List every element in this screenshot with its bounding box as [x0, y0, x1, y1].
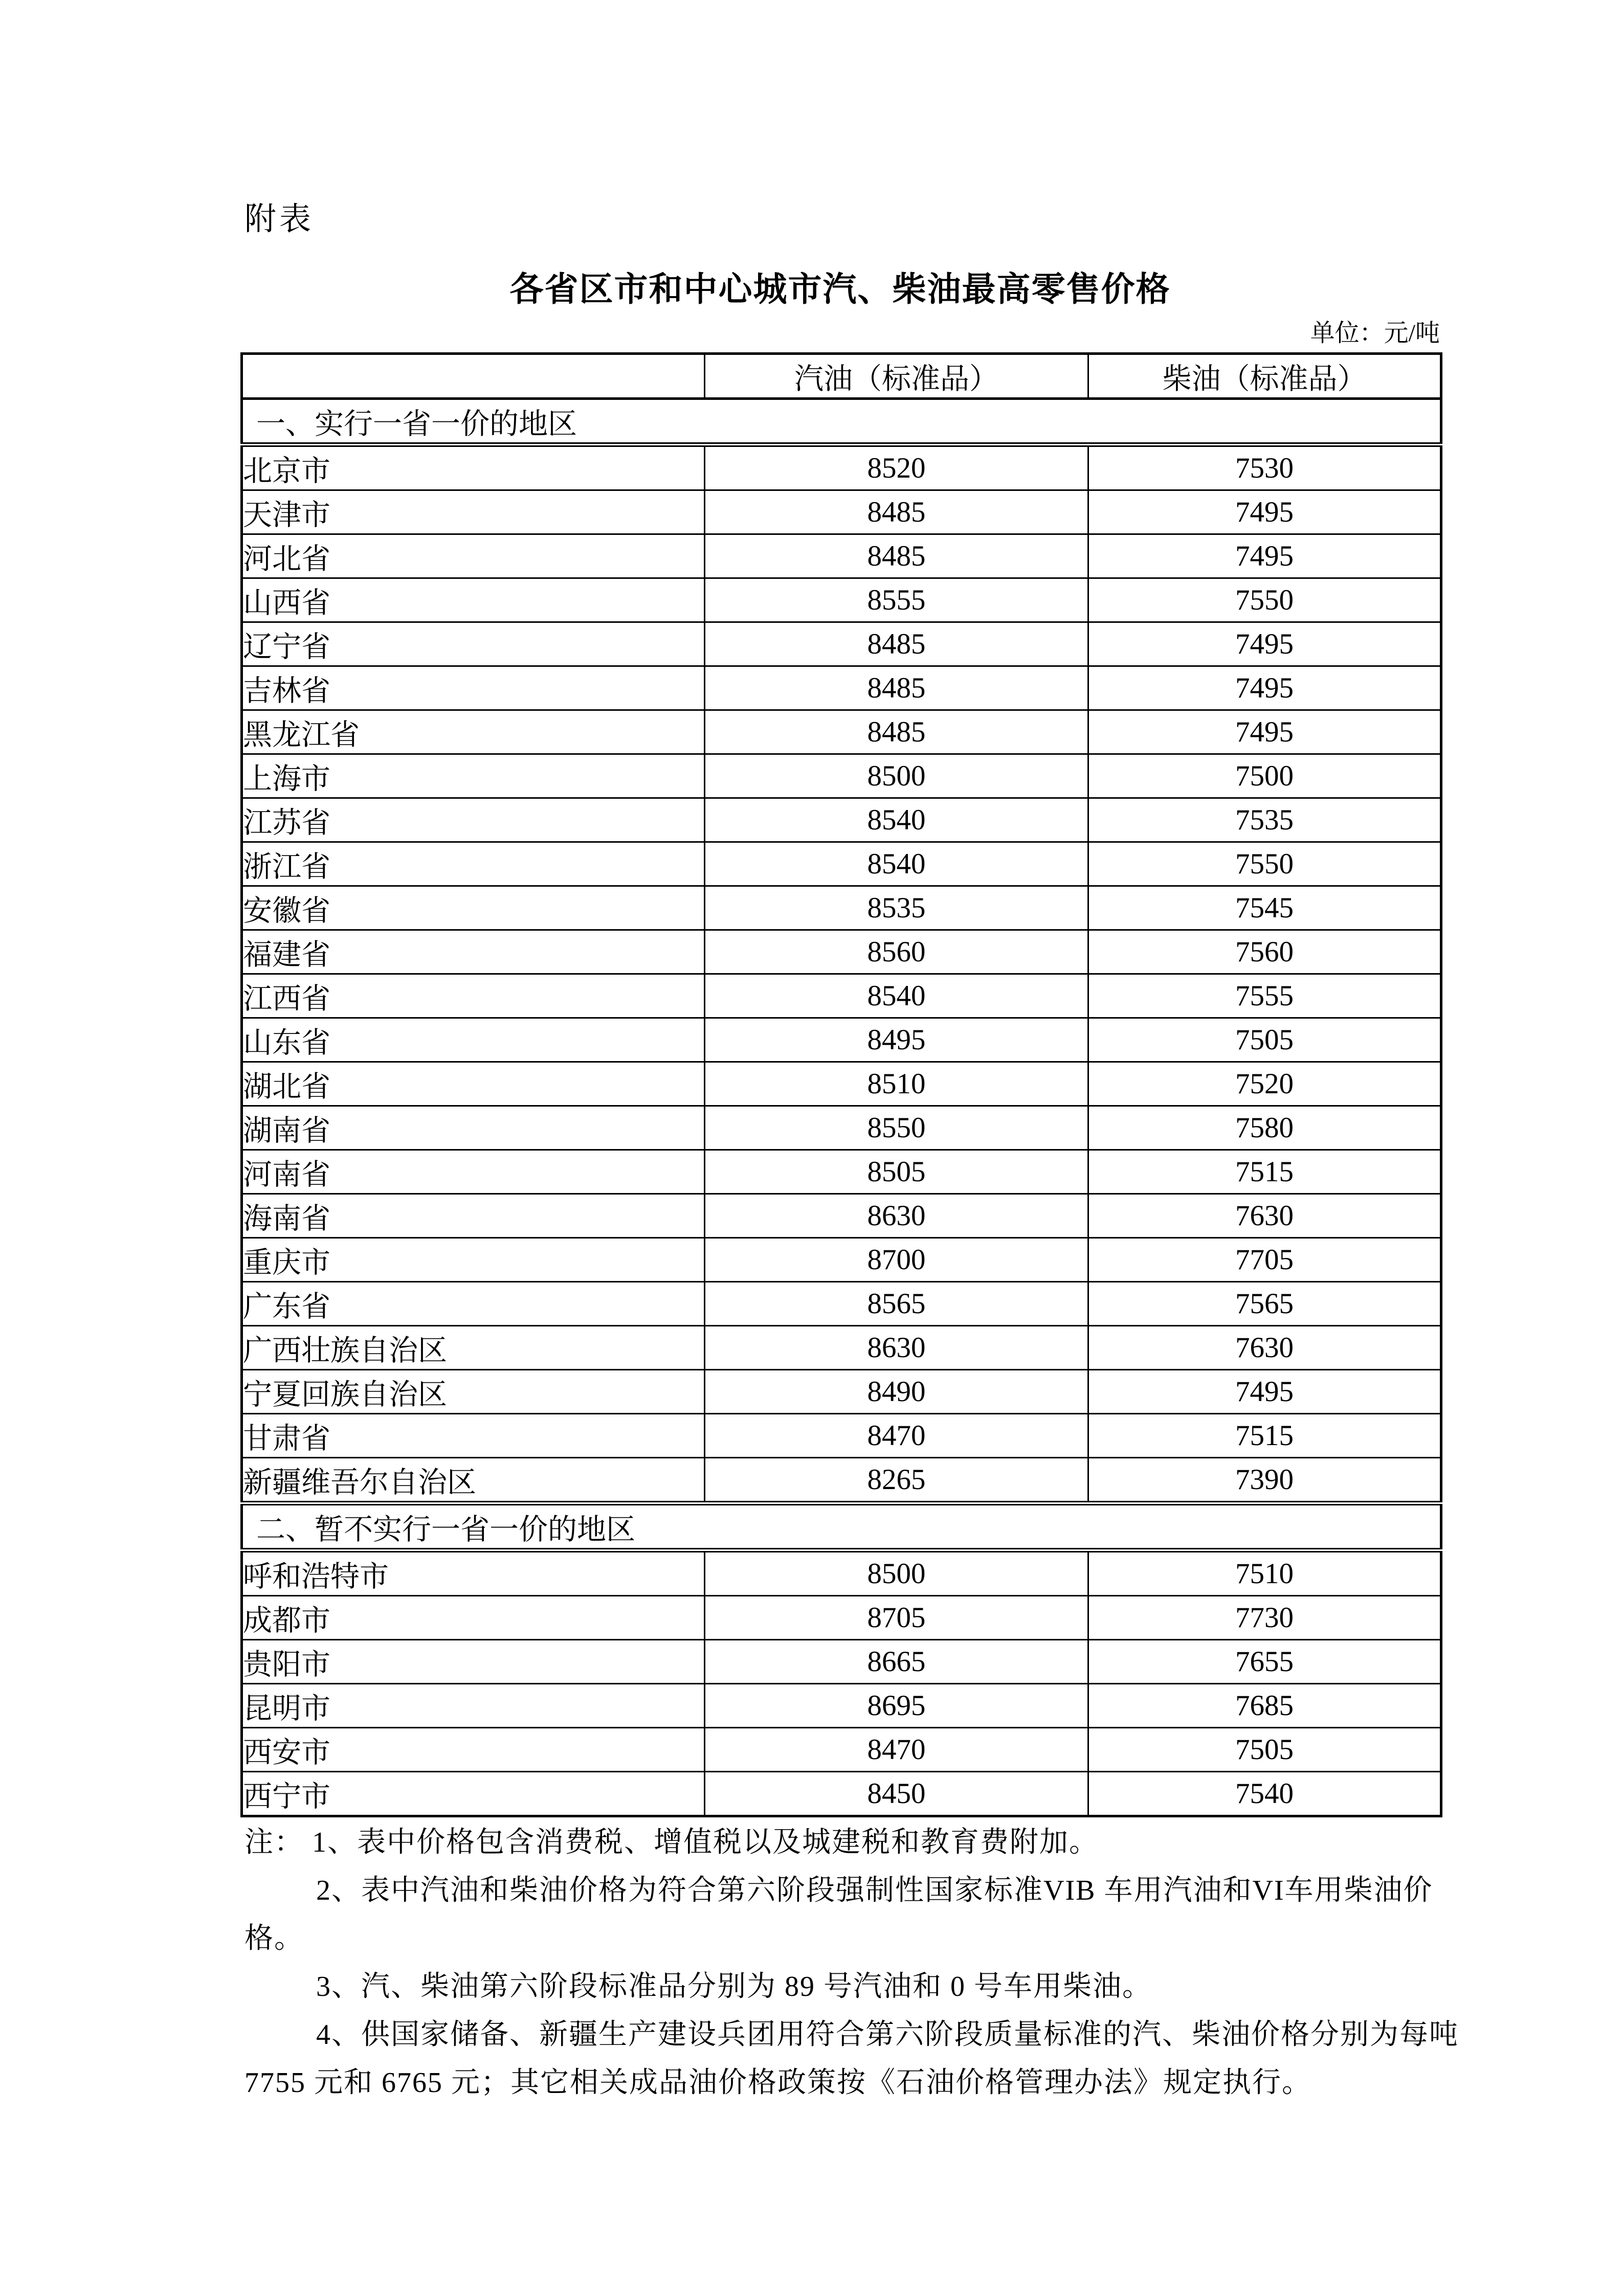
cell-diesel: 7545	[1088, 886, 1441, 930]
section-heading: 一、实行一省一价的地区	[242, 399, 1441, 445]
cell-region: 新疆维吾尔自治区	[242, 1458, 705, 1503]
note-line: 3、汽、柴油第六阶段标准品分别为 89 号汽油和 0 号车用柴油。	[316, 1971, 1152, 2002]
cell-diesel: 7505	[1088, 1728, 1441, 1772]
cell-gasoline: 8520	[705, 445, 1088, 490]
table-row	[242, 842, 1441, 886]
cell-gasoline: 8495	[705, 1018, 1088, 1062]
cell-gasoline: 8560	[705, 930, 1088, 974]
table-row	[242, 1684, 1441, 1728]
cell-region: 辽宁省	[242, 622, 705, 666]
cell-gasoline: 8485	[705, 622, 1088, 666]
cell-diesel: 7555	[1088, 974, 1441, 1018]
table-row	[242, 1596, 1441, 1640]
cell-diesel: 7630	[1088, 1194, 1441, 1238]
cell-region: 海南省	[242, 1194, 705, 1238]
table-row	[242, 1772, 1441, 1816]
cell-region: 重庆市	[242, 1238, 705, 1282]
table-row	[242, 754, 1441, 798]
price-table	[240, 352, 1442, 1817]
cell-region: 天津市	[242, 490, 705, 534]
cell-region: 黑龙江省	[242, 710, 705, 754]
cell-region: 广西壮族自治区	[242, 1326, 705, 1370]
table-row	[242, 1550, 1441, 1596]
cell-diesel: 7535	[1088, 798, 1441, 842]
cell-region: 福建省	[242, 930, 705, 974]
table-row	[242, 1062, 1441, 1106]
col-header-gasoline: 汽油（标准品）	[705, 354, 1088, 399]
cell-gasoline: 8565	[705, 1282, 1088, 1326]
header-row	[242, 354, 1441, 399]
table-row	[242, 578, 1441, 622]
cell-gasoline: 8630	[705, 1194, 1088, 1238]
cell-region: 贵阳市	[242, 1640, 705, 1684]
cell-gasoline: 8700	[705, 1238, 1088, 1282]
section-heading-row	[242, 399, 1441, 445]
cell-gasoline: 8485	[705, 666, 1088, 710]
cell-gasoline: 8540	[705, 798, 1088, 842]
cell-gasoline: 8630	[705, 1326, 1088, 1370]
cell-region: 湖北省	[242, 1062, 705, 1106]
cell-diesel: 7505	[1088, 1018, 1441, 1062]
table-row	[242, 974, 1441, 1018]
table-row	[242, 1150, 1441, 1194]
section-heading-row	[242, 1503, 1441, 1550]
cell-region: 上海市	[242, 754, 705, 798]
table-row	[242, 1326, 1441, 1370]
cell-region: 吉林省	[242, 666, 705, 710]
col-header-diesel: 柴油（标准品）	[1088, 354, 1441, 399]
cell-diesel: 7540	[1088, 1772, 1441, 1816]
cell-diesel: 7565	[1088, 1282, 1441, 1326]
cell-diesel: 7685	[1088, 1684, 1441, 1728]
cell-diesel: 7495	[1088, 710, 1441, 754]
note-line: 7755 元和 6765 元；其它相关成品油价格政策按《石油价格管理办法》规定执行。	[244, 2067, 1311, 2099]
cell-gasoline: 8535	[705, 886, 1088, 930]
table-row	[242, 1458, 1441, 1503]
note-line: 格。	[244, 1923, 304, 1954]
cell-diesel: 7495	[1088, 666, 1441, 710]
cell-region: 甘肃省	[242, 1414, 705, 1458]
cell-gasoline: 8705	[705, 1596, 1088, 1640]
table-row	[242, 445, 1441, 490]
table-row	[242, 1414, 1441, 1458]
cell-region: 北京市	[242, 445, 705, 490]
cell-region: 河北省	[242, 534, 705, 578]
cell-diesel: 7495	[1088, 534, 1441, 578]
cell-diesel: 7495	[1088, 1370, 1441, 1414]
table-row	[242, 1728, 1441, 1772]
cell-region: 湖南省	[242, 1106, 705, 1150]
unit-note: 单位：元/吨	[1310, 320, 1440, 347]
cell-diesel: 7515	[1088, 1414, 1441, 1458]
cell-region: 浙江省	[242, 842, 705, 886]
cell-region: 江苏省	[242, 798, 705, 842]
cell-gasoline: 8485	[705, 534, 1088, 578]
cell-gasoline: 8695	[705, 1684, 1088, 1728]
cell-diesel: 7550	[1088, 842, 1441, 886]
table-row	[242, 534, 1441, 578]
table-row	[242, 1018, 1441, 1062]
table-row	[242, 798, 1441, 842]
cell-gasoline: 8540	[705, 974, 1088, 1018]
cell-gasoline: 8485	[705, 490, 1088, 534]
cell-region: 西安市	[242, 1728, 705, 1772]
cell-gasoline: 8510	[705, 1062, 1088, 1106]
cell-gasoline: 8500	[705, 1550, 1088, 1596]
table-row	[242, 886, 1441, 930]
table-row	[242, 1238, 1441, 1282]
cell-gasoline: 8505	[705, 1150, 1088, 1194]
table-row	[242, 1370, 1441, 1414]
cell-diesel: 7515	[1088, 1150, 1441, 1194]
cell-region: 成都市	[242, 1596, 705, 1640]
cell-diesel: 7560	[1088, 930, 1441, 974]
cell-region: 江西省	[242, 974, 705, 1018]
table-row	[242, 666, 1441, 710]
cell-gasoline: 8550	[705, 1106, 1088, 1150]
table-row	[242, 490, 1441, 534]
table-row	[242, 1106, 1441, 1150]
cell-gasoline: 8265	[705, 1458, 1088, 1503]
cell-gasoline: 8555	[705, 578, 1088, 622]
cell-diesel: 7520	[1088, 1062, 1441, 1106]
cell-gasoline: 8450	[705, 1772, 1088, 1816]
cell-region: 西宁市	[242, 1772, 705, 1816]
cell-gasoline: 8485	[705, 710, 1088, 754]
table-row	[242, 930, 1441, 974]
cell-gasoline: 8665	[705, 1640, 1088, 1684]
cell-diesel: 7630	[1088, 1326, 1441, 1370]
table-row	[242, 1640, 1441, 1684]
section-heading: 二、暂不实行一省一价的地区	[242, 1503, 1441, 1550]
price-table-body	[242, 354, 1441, 1816]
cell-region: 安徽省	[242, 886, 705, 930]
cell-region: 广东省	[242, 1282, 705, 1326]
cell-diesel: 7655	[1088, 1640, 1441, 1684]
note-line: 注： 1、表中价格包含消费税、增值税以及城建税和教育费附加。	[244, 1827, 1099, 1858]
cell-diesel: 7705	[1088, 1238, 1441, 1282]
cell-region: 呼和浩特市	[242, 1550, 705, 1596]
cell-gasoline: 8490	[705, 1370, 1088, 1414]
note-line: 4、供国家储备、新疆生产建设兵团用符合第六阶段质量标准的汽、柴油价格分别为每吨	[316, 2019, 1459, 2051]
notes	[244, 1818, 1585, 2107]
cell-gasoline: 8500	[705, 754, 1088, 798]
cell-diesel: 7500	[1088, 754, 1441, 798]
cell-diesel: 7580	[1088, 1106, 1441, 1150]
cell-diesel: 7390	[1088, 1458, 1441, 1503]
cell-diesel: 7530	[1088, 445, 1441, 490]
cell-gasoline: 8540	[705, 842, 1088, 886]
cell-gasoline: 8470	[705, 1728, 1088, 1772]
cell-gasoline: 8470	[705, 1414, 1088, 1458]
cell-diesel: 7510	[1088, 1550, 1441, 1596]
table-row	[242, 1282, 1441, 1326]
cell-diesel: 7550	[1088, 578, 1441, 622]
table-row	[242, 622, 1441, 666]
cell-region: 昆明市	[242, 1684, 705, 1728]
cell-region: 山东省	[242, 1018, 705, 1062]
cell-diesel: 7495	[1088, 490, 1441, 534]
cell-region: 宁夏回族自治区	[242, 1370, 705, 1414]
table-row	[242, 710, 1441, 754]
cell-region: 河南省	[242, 1150, 705, 1194]
cell-region: 山西省	[242, 578, 705, 622]
attachment-label: 附表	[244, 202, 315, 237]
cell-diesel: 7495	[1088, 622, 1441, 666]
cell-diesel: 7730	[1088, 1596, 1441, 1640]
page-title: 各省区市和中心城市汽、柴油最高零售价格	[509, 270, 1171, 308]
col-header-region	[242, 354, 705, 399]
table-row	[242, 1194, 1441, 1238]
note-line: 2、表中汽油和柴油价格为符合第六阶段强制性国家标准VIB 车用汽油和VI车用柴油价	[316, 1875, 1433, 1906]
